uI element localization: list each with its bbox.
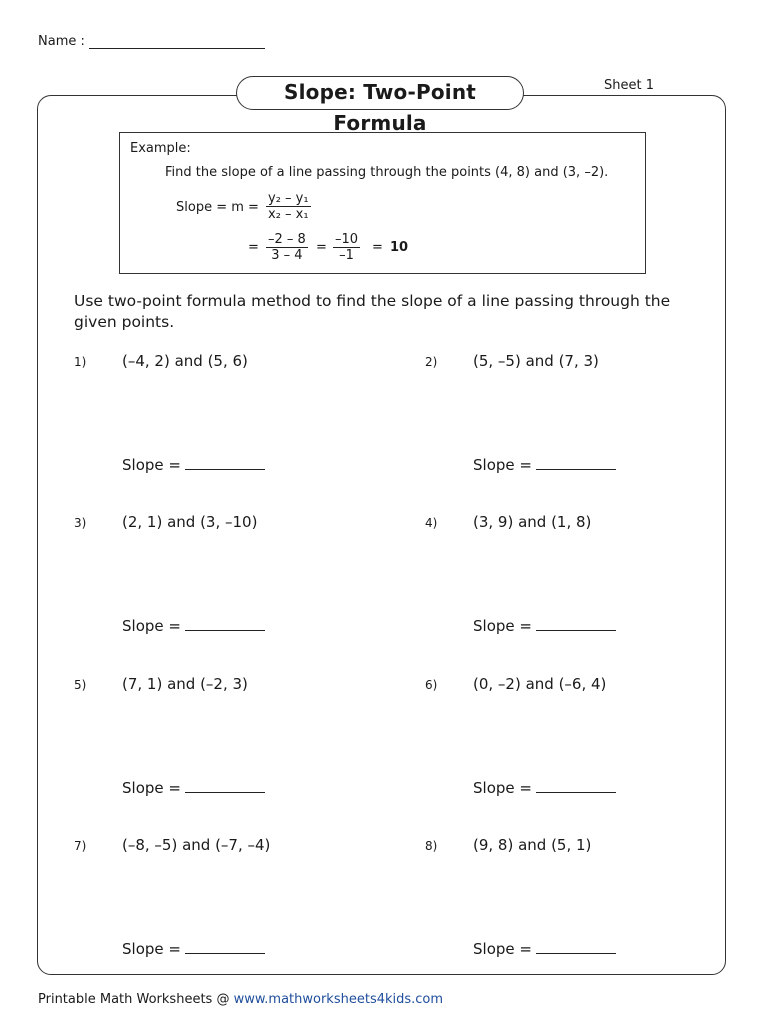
problem-points: (3, 9) and (1, 8) xyxy=(473,513,592,531)
problem-number: 7) xyxy=(74,839,87,853)
answer-blank[interactable] xyxy=(536,616,616,631)
problem-points: (7, 1) and (–2, 3) xyxy=(122,675,248,693)
slope-label: Slope = xyxy=(473,617,532,635)
answer-blank[interactable] xyxy=(536,778,616,793)
problem-number: 1) xyxy=(74,355,87,369)
slope-answer xyxy=(473,778,616,797)
problem-number: 2) xyxy=(425,355,438,369)
problem-number: 3) xyxy=(74,516,87,530)
slope-label: Slope = xyxy=(473,456,532,474)
slope-answer xyxy=(473,455,616,474)
instructions: Use two-point formula method to find the slope of a line passing through the given points. xyxy=(74,292,671,331)
step1-fraction xyxy=(266,232,308,263)
answer-blank[interactable] xyxy=(185,939,265,954)
problem-points: (2, 1) and (3, –10) xyxy=(122,513,258,531)
problem-points: (0, –2) and (–6, 4) xyxy=(473,675,607,693)
problem-number: 5) xyxy=(74,678,87,692)
problem-number: 4) xyxy=(425,516,438,530)
problem-points: (9, 8) and (5, 1) xyxy=(473,836,592,854)
step1-numerator: –2 – 8 xyxy=(268,232,306,247)
name-blank[interactable] xyxy=(89,34,265,49)
sheet-label: Sheet 1 xyxy=(604,78,654,93)
slope-label: Slope = xyxy=(122,779,181,797)
name-label: Name : xyxy=(38,34,85,49)
footer-link[interactable]: www.mathworksheets4kids.com xyxy=(233,992,444,1007)
formula-fraction xyxy=(266,191,311,222)
example-label: Example: xyxy=(130,141,191,156)
formula-denominator: x₂ – x₁ xyxy=(268,207,309,222)
example-slope-label: Slope = m = xyxy=(176,200,259,215)
equals-sign: = xyxy=(248,240,259,255)
slope-answer xyxy=(122,778,265,797)
problem-3 xyxy=(74,513,374,663)
problem-7 xyxy=(74,836,374,986)
slope-answer xyxy=(122,616,265,635)
step2-numerator: –10 xyxy=(335,232,359,247)
step2-fraction xyxy=(333,232,360,263)
slope-answer xyxy=(473,939,616,958)
equals-sign: = xyxy=(316,240,327,255)
problem-number: 8) xyxy=(425,839,438,853)
answer-blank[interactable] xyxy=(536,939,616,954)
problem-1 xyxy=(74,352,374,502)
step2-denominator: –1 xyxy=(333,247,360,263)
answer-blank[interactable] xyxy=(185,616,265,631)
answer-blank[interactable] xyxy=(185,778,265,793)
answer-blank[interactable] xyxy=(536,455,616,470)
problem-number: 6) xyxy=(425,678,438,692)
problem-8 xyxy=(425,836,725,986)
example-box xyxy=(119,132,646,274)
name-field xyxy=(38,34,265,49)
problem-points: (–4, 2) and (5, 6) xyxy=(122,352,248,370)
problem-5 xyxy=(74,675,374,825)
slope-label: Slope = xyxy=(122,617,181,635)
slope-answer xyxy=(122,939,265,958)
problem-4 xyxy=(425,513,725,663)
equals-sign: = xyxy=(372,240,383,255)
footer xyxy=(38,992,443,1007)
slope-label: Slope = xyxy=(122,456,181,474)
problem-6 xyxy=(425,675,725,825)
formula-numerator: y₂ – y₁ xyxy=(268,191,309,206)
slope-answer xyxy=(122,455,265,474)
step1-denominator: 3 – 4 xyxy=(266,247,308,263)
slope-label: Slope = xyxy=(122,940,181,958)
slope-answer xyxy=(473,616,616,635)
slope-label: Slope = xyxy=(473,940,532,958)
problem-2 xyxy=(425,352,725,502)
footer-prefix: Printable Math Worksheets @ xyxy=(38,992,234,1007)
slope-label: Slope = xyxy=(473,779,532,797)
problem-points: (–8, –5) and (–7, –4) xyxy=(122,836,271,854)
page-title: Slope: Two-Point Formula xyxy=(236,76,524,110)
example-question: Find the slope of a line passing through the points (4, 8) and (3, –2). xyxy=(165,165,609,180)
example-result: 10 xyxy=(390,240,409,255)
problem-points: (5, –5) and (7, 3) xyxy=(473,352,599,370)
answer-blank[interactable] xyxy=(185,455,265,470)
